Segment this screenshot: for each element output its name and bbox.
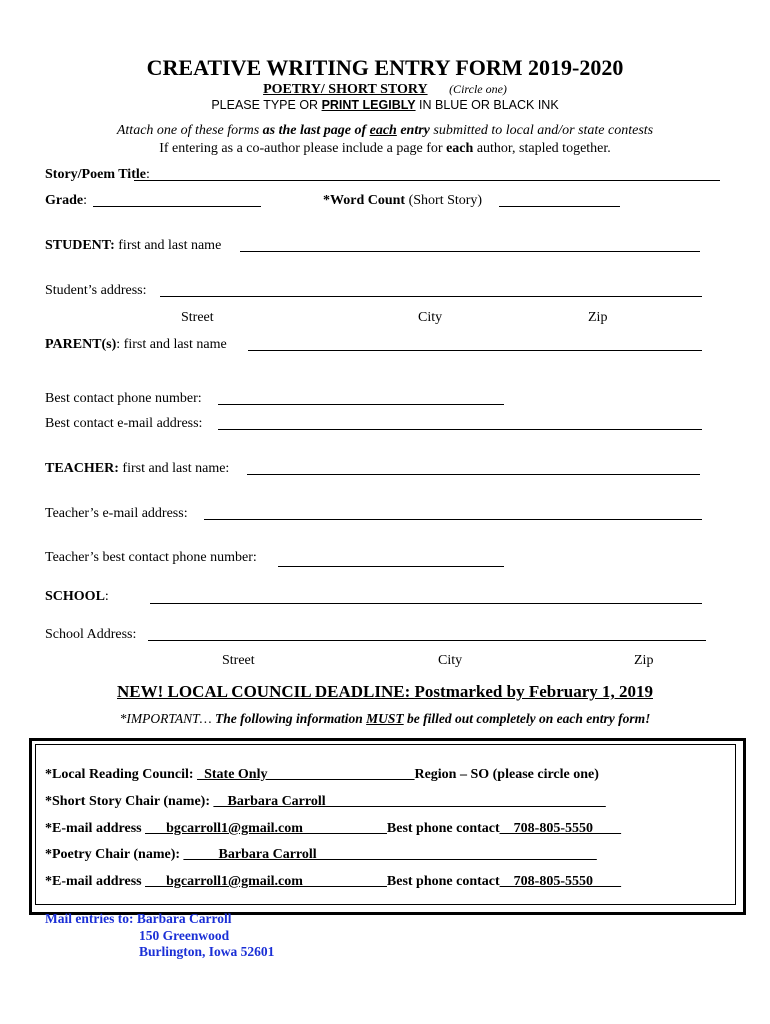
mail-street: 150 Greenwood <box>139 928 230 943</box>
zip-label: Zip <box>588 310 608 325</box>
phone-field[interactable] <box>218 404 504 405</box>
street-label: Street <box>181 310 214 325</box>
grade-label: Grade: <box>45 193 87 208</box>
teacher-email-field[interactable] <box>204 519 702 520</box>
local-council-value[interactable]: _State Only_____________________ <box>197 767 415 782</box>
teacher-email-label: Teacher’s e-mail address: <box>45 506 188 521</box>
deadline-notice: NEW! LOCAL COUNCIL DEADLINE: Postmarked by February 1, 2019 <box>117 682 653 701</box>
parent-name-field[interactable] <box>248 350 702 351</box>
story-title-label: Story/Poem Title: <box>45 167 150 182</box>
email-label: Best contact e-mail address: <box>45 416 203 431</box>
email-field[interactable] <box>218 429 702 430</box>
short-story-chair-row: *Short Story Chair (name): __Barbara Carroll________________________________________ <box>45 794 606 809</box>
phone1-value[interactable]: __708-805-5550____ <box>499 821 621 836</box>
poetry-chair-value[interactable]: _____Barbara Carroll________________________________________ <box>183 847 597 862</box>
student-label: STUDENT: first and last name <box>45 238 222 253</box>
teacher-name-field[interactable] <box>247 474 700 475</box>
teacher-label: TEACHER: first and last name: <box>45 461 230 476</box>
entry-type-line <box>0 82 770 98</box>
entry-type-options[interactable]: POETRY/ SHORT STORY <box>263 82 428 97</box>
coauthor-instructions: If entering as a co-author please include a page for each author, stapled together. <box>159 141 611 156</box>
phone-label: Best contact phone number: <box>45 391 202 406</box>
poetry-chair-row: *Poetry Chair (name): _____Barbara Carroll________________________________________ <box>45 847 597 862</box>
email2-row: *E-mail address ___bgcarroll1@gmail.com____________Best phone contact__708-805-5550____ <box>45 874 621 889</box>
school-label: SCHOOL: <box>45 589 109 604</box>
school-zip-label: Zip <box>634 653 654 668</box>
form-title: CREATIVE WRITING ENTRY FORM 2019-2020 <box>146 55 624 80</box>
circle-one-note: (Circle one) <box>449 82 507 96</box>
teacher-phone-label: Teacher’s best contact phone number: <box>45 550 257 565</box>
school-street-label: Street <box>222 653 255 668</box>
school-address-field[interactable] <box>148 640 706 641</box>
word-count-label: *Word Count (Short Story) <box>323 193 483 208</box>
school-address-label: School Address: <box>45 627 137 642</box>
city-label: City <box>418 310 443 325</box>
region-label: Region – SO (please circle one) <box>414 767 599 782</box>
student-name-field[interactable] <box>240 251 700 252</box>
school-city-label: City <box>438 653 463 668</box>
word-count-field[interactable] <box>499 206 620 207</box>
student-address-label: Student’s address: <box>45 283 147 298</box>
important-notice: *IMPORTANT… The following information MUST be filled out completely on each entry form! <box>119 711 651 726</box>
attach-instructions: Attach one of these forms as the last page of each entry submitted to local and/or state contests <box>116 123 654 138</box>
email2-value[interactable]: ___bgcarroll1@gmail.com____________ <box>145 874 387 889</box>
phone2-value[interactable]: __708-805-5550____ <box>499 874 621 889</box>
teacher-phone-field[interactable] <box>278 566 504 567</box>
email1-row: *E-mail address ___bgcarroll1@gmail.com____________Best phone contact__708-805-5550____ <box>45 821 621 836</box>
student-address-field[interactable] <box>160 296 702 297</box>
mail-entries-label: Mail entries to: Barbara Carroll <box>45 911 232 926</box>
ink-instructions: PLEASE TYPE OR PRINT LEGIBLY IN BLUE OR BLACK INK <box>211 98 559 112</box>
school-field[interactable] <box>150 603 702 604</box>
story-title-field[interactable] <box>134 180 720 181</box>
grade-field[interactable] <box>93 206 261 207</box>
email1-value[interactable]: ___bgcarroll1@gmail.com____________ <box>145 821 387 836</box>
short-story-chair-value[interactable]: __Barbara Carroll________________________________________ <box>213 794 606 809</box>
mail-city: Burlington, Iowa 52601 <box>139 944 275 959</box>
parent-label: PARENT(s): first and last name <box>45 337 227 352</box>
local-council-row: *Local Reading Council: _State Only_____________________Region – SO (please circle one) <box>45 767 599 782</box>
